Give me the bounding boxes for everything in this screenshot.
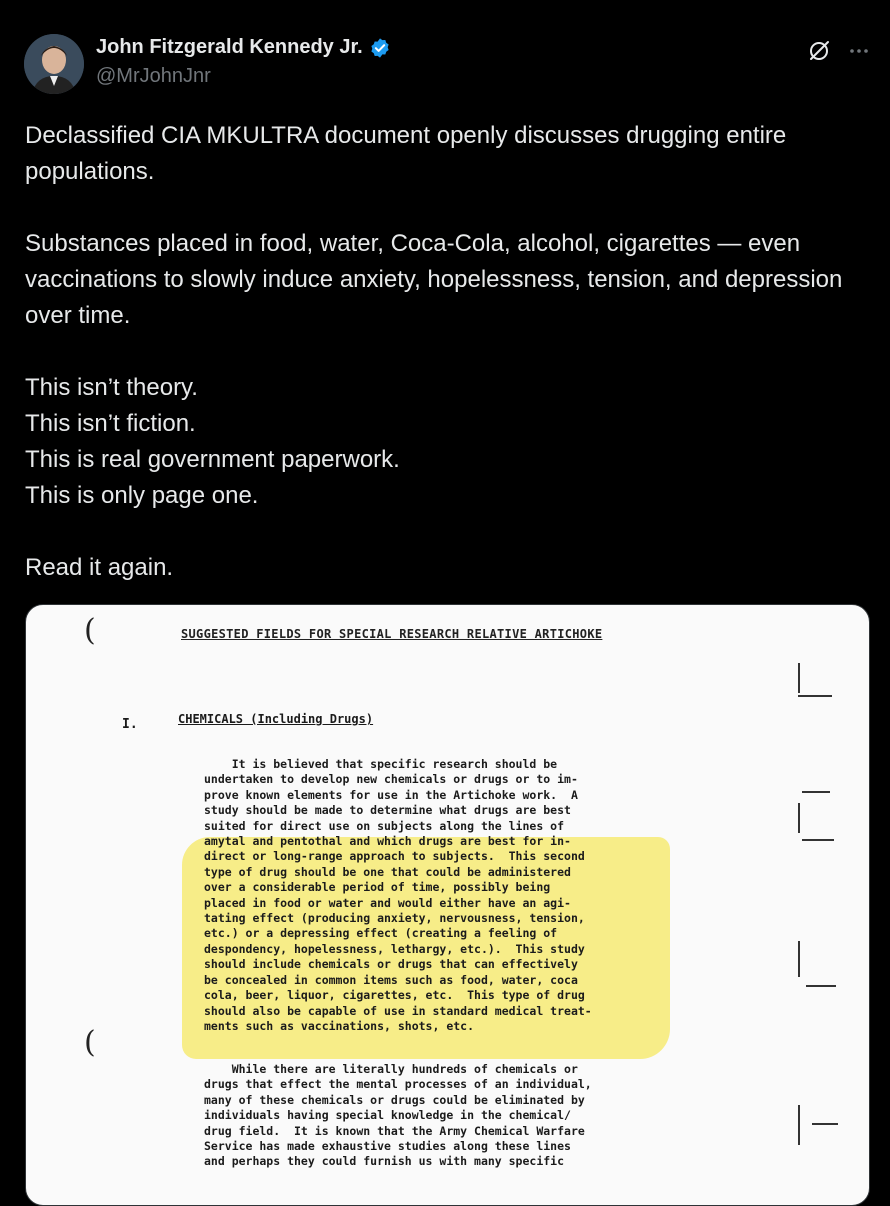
margin-line (798, 803, 800, 833)
margin-line (806, 985, 836, 987)
margin-line (802, 839, 834, 841)
binding-mark-top: ( (84, 613, 96, 648)
document-paragraph-1: It is believed that specific research should be undertaken to develop new chemicals or drugs or to im- prove known elements for use in the Artichoke work. A study should be made to determine what drugs are best suited for direct use on subjects along the lines of amytal and pentothal and which drugs are best for in- direct or long-range approach to subjects. This second type of drug should be one that could be administered over a considerable period of time, possibly being placed in food or water and would either have an agi- tating effect (producing anxiety, nervousness, tension, etc.) or a depressing effect (creating a feeling of despondency, hopelessness, lethargy, etc.). This study should include chemicals or drugs that can effectively be concealed in common items such as food, water, coca cola, beer, liquor, cigarettes, etc. This type of drug should also be capable of use in standard medical treat- ments such as vaccinations, shots, etc. (204, 757, 592, 1033)
avatar-image (24, 34, 84, 94)
tweet-actions (806, 38, 872, 64)
margin-line (798, 663, 800, 693)
margin-line (798, 695, 832, 697)
tweet-header (24, 34, 872, 98)
author-handle[interactable]: @MrJohnJnr (96, 65, 211, 87)
tweet-media-image[interactable] (25, 604, 870, 1206)
binding-mark-bottom: ( (84, 1025, 96, 1060)
author-names (96, 36, 391, 88)
tweet-text: Declassified CIA MKULTRA document openly discusses drugging entire populations. Substances placed in food, water, Coca-Cola, alcohol, cigarettes — even vaccinations to slowly induce anxiety, hopelessness, tension, and depression over time. This isn’t theory. This isn’t fiction. This is real government paperwork. This is only page one. Read it again. (25, 122, 843, 581)
section-title: CHEMICALS (Including Drugs) (178, 712, 374, 726)
document-title: SUGGESTED FIELDS FOR SPECIAL RESEARCH RELATIVE ARTICHOKE (181, 627, 603, 641)
grok-icon[interactable] (806, 38, 832, 64)
margin-line (798, 941, 800, 977)
margin-line (802, 791, 830, 793)
declassified-document (26, 605, 869, 1205)
more-icon[interactable] (846, 38, 872, 64)
section-number: I. (122, 717, 138, 732)
margin-line (812, 1123, 838, 1125)
display-name-row[interactable] (96, 36, 391, 59)
document-paragraph-2: While there are literally hundreds of chemicals or drugs that effect the mental processes of an individual, many of these chemicals or drugs could be eliminated by individuals having special knowledge in the chemical/ drug field. It is known that the Army Chemical Warfare Service has made exhaustive studies along these lines and perhaps they could furnish us with many specific (204, 1062, 592, 1169)
display-name[interactable]: John Fitzgerald Kennedy Jr. (96, 36, 363, 58)
avatar[interactable] (24, 34, 84, 94)
margin-line (798, 1105, 800, 1145)
verified-badge-icon (369, 37, 391, 59)
